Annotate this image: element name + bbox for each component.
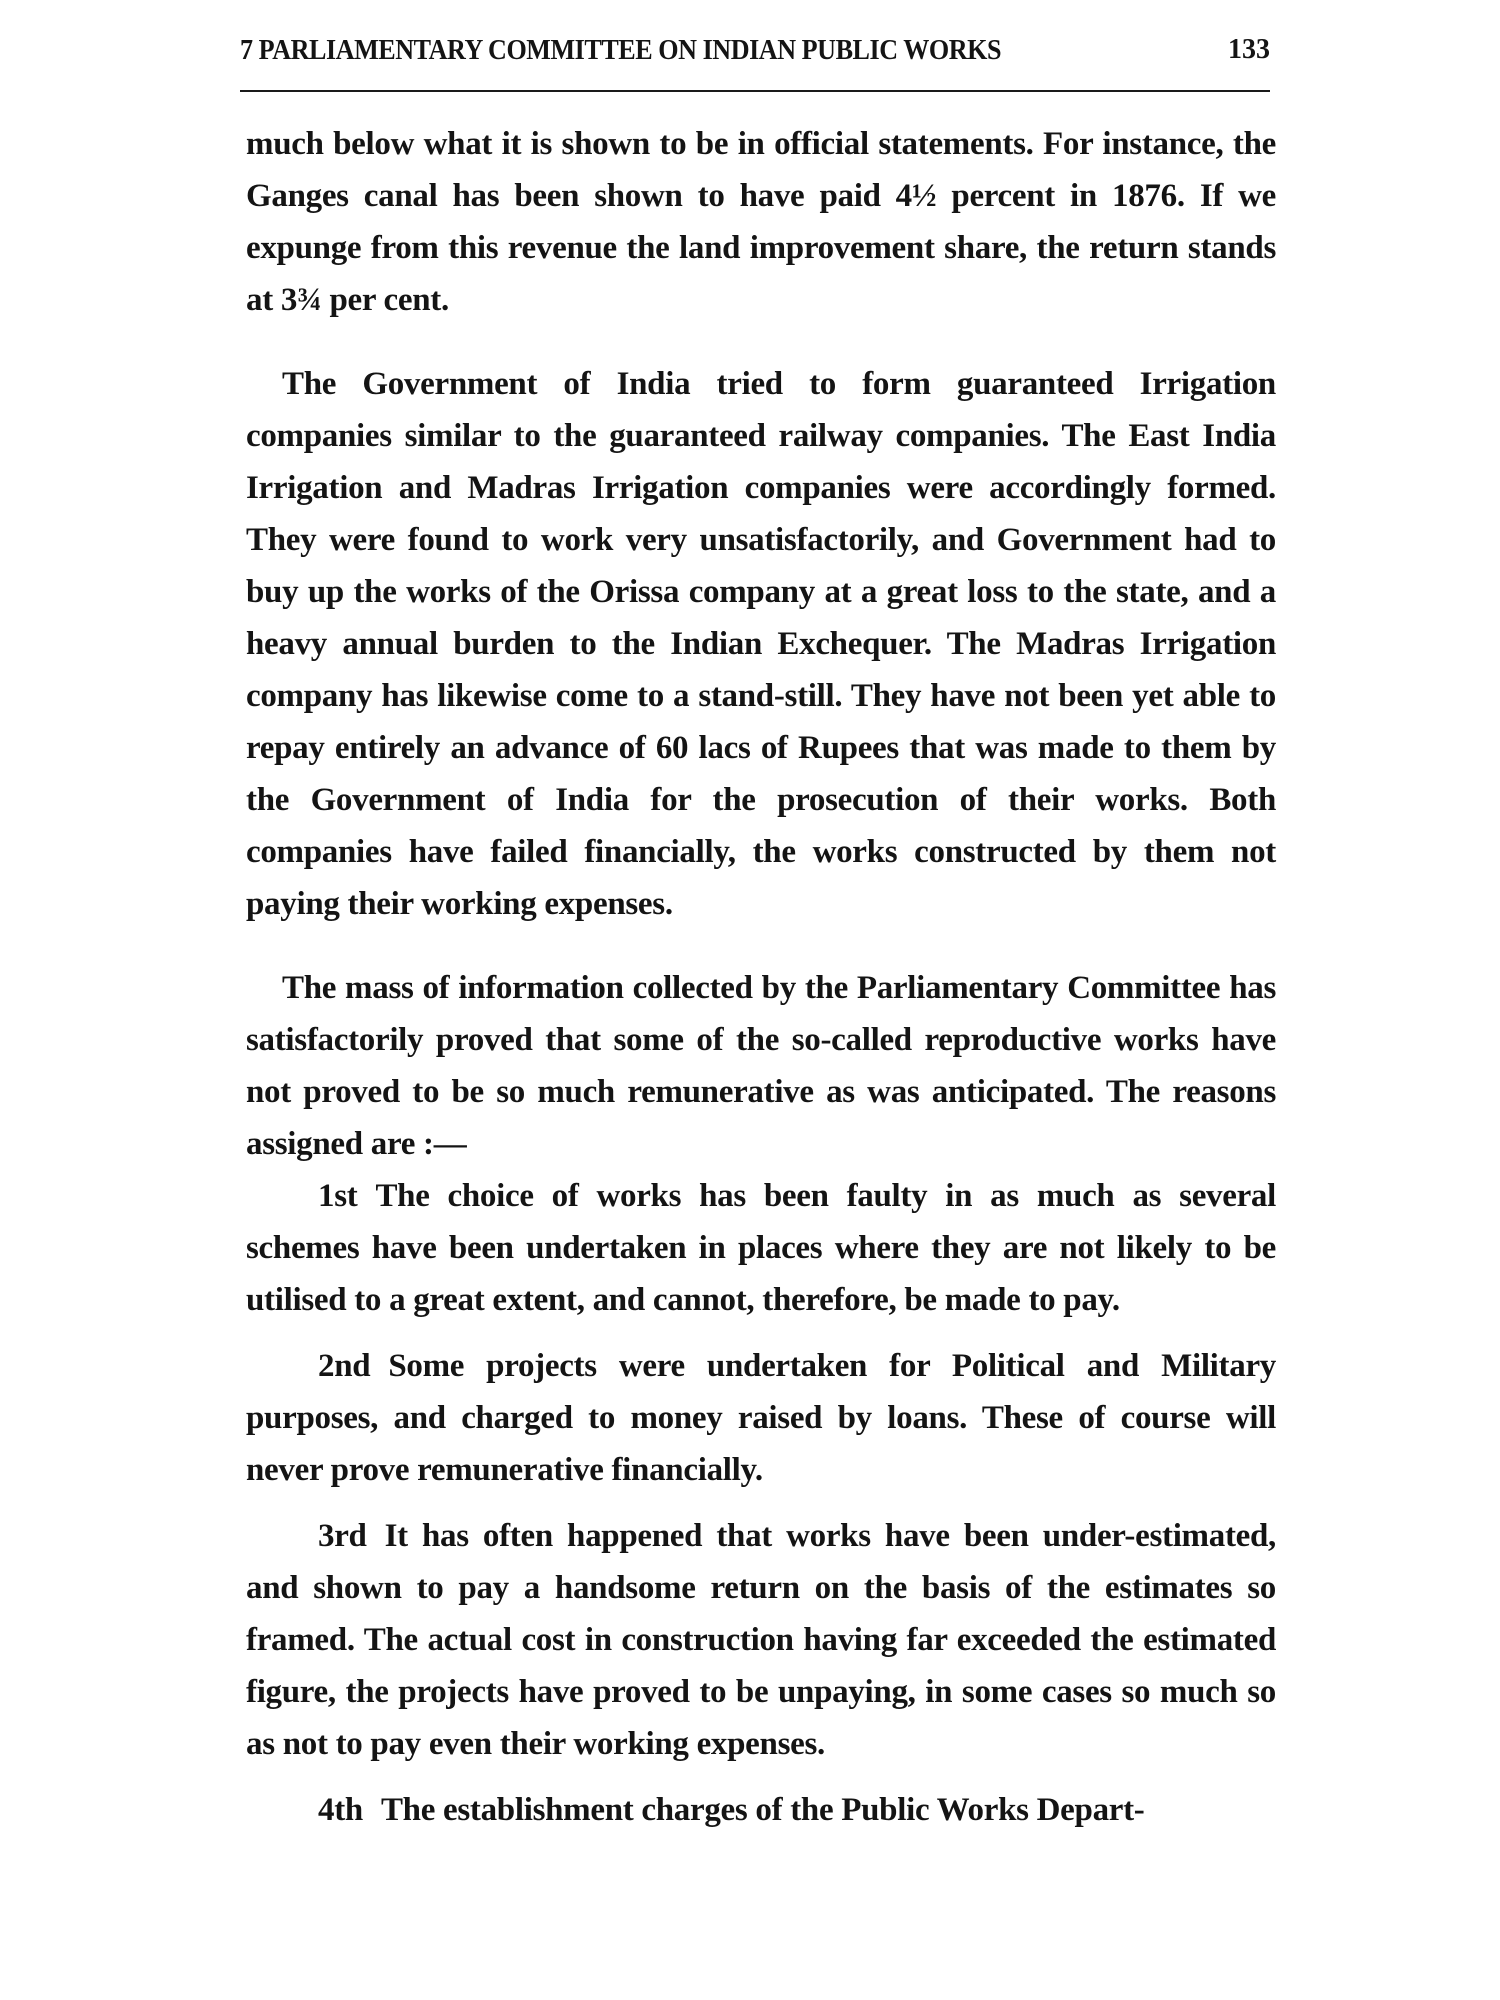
reason-item-2 bbox=[246, 1340, 1276, 1496]
reason-item-4 bbox=[246, 1784, 1276, 1836]
paragraph-continuation: much below what it is shown to be in official statements. For instance, the Ganges canal has been shown to have paid 4½ percent in 1876. If we expunge from this revenue the land improvement share, the return stands at 3¾ per cent. bbox=[246, 126, 1276, 318]
reason-text: It has often happened that works have been under-estimated, and shown to pay a handsome return on the basis of the estimates so framed. The actual cost in construction having far exceeded the estimated figure, the projects have proved to be unpaying, in some cases so much so as not to pay even their working expenses. bbox=[246, 1518, 1276, 1762]
running-header bbox=[240, 30, 1270, 92]
reason-number: 1st bbox=[318, 1178, 358, 1214]
reason-item-3 bbox=[246, 1510, 1276, 1770]
header-title: 7 PARLIAMENTARY COMMITTEE ON INDIAN PUBLIC WORKS bbox=[240, 34, 1002, 66]
reason-item-1 bbox=[246, 1170, 1276, 1326]
reason-number: 4th bbox=[318, 1792, 363, 1828]
reason-text: The establishment charges of the Public Works Depart- bbox=[380, 1792, 1145, 1828]
document-body bbox=[246, 118, 1276, 1836]
reason-text: The choice of works has been faulty in as much as several schemes have been undertaken in places where they are not likely to be utilised to a great extent, and cannot, therefore, be made to pay. bbox=[246, 1178, 1276, 1318]
reason-text: Some projects were undertaken for Political and Military purposes, and charged to money raised by loans. These of course will never prove remunerative financially. bbox=[246, 1348, 1276, 1488]
reason-number: 2nd bbox=[318, 1348, 371, 1384]
page-number: 133 bbox=[1228, 34, 1270, 65]
paragraph-irrigation-companies: The Government of India tried to form guaranteed Irrigation companies similar to the guaranteed railway companies. The East India Irrigation and Madras Irrigation companies were accordingly formed. They were found to work very unsatisfactorily, and Government had to buy up the works of the Orissa company at a great loss to the state, and a heavy annual burden to the Indian Exchequer. The Madras Irrigation company has likewise come to a stand-still. They have not been yet able to repay entirely an advance of 60 lacs of Rupees that was made to them by the Government of India for the prosecution of their works. Both companies have failed financially, the works constructed by them not paying their working expenses. bbox=[246, 366, 1276, 922]
reason-number: 3rd bbox=[318, 1518, 367, 1554]
paragraph-committee-findings: The mass of information collected by the Parliamentary Committee has satisfactorily proved that some of the so-called reproductive works have not proved to be so much remunerative as was anticipated. The reasons assigned are :— bbox=[246, 970, 1276, 1162]
